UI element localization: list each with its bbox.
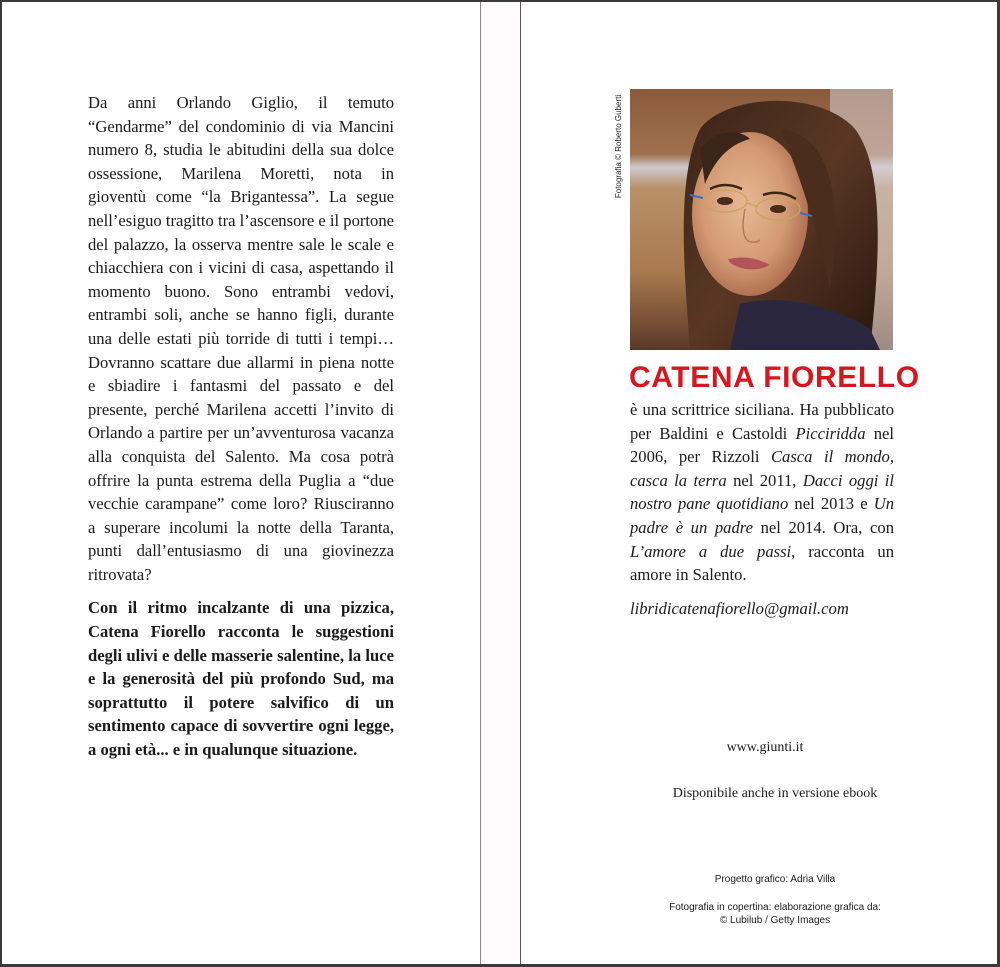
blurb-synopsis: Da anni Orlando Giglio, il temuto “Gendarme” del condominio di via Mancini numero 8, studia le abitudini della sua dolce ossessione, Marilena Moretti, nota in gioventù come “la Brigantessa”. La segue nell’esiguo tragitto tra l’ascensore e il portone del palazzo, la osserva mentre sale le scale e chiacchiera con i vicini di casa, aspettando il momento buono. Sono entrambi vedovi, entrambi soli, anche se hanno figli, durante una delle estati più torride di tutti i tempi… Dovranno scattare due allarmi in piena notte e sbiadire i fantasmi del passato e del presente, perché Marilena accetti l’invito di Orlando a partire per un’avventurosa vacanza alla conquista del Salento. Ma cosa potrà offrire la punta estrema della Puglia a “due vecchie carampane” come loro? Riusciranno a superare incolumi la notte della Taranta, punti dall’entusiasmo di una giovinezza ritrovata? bbox=[88, 93, 394, 584]
bio-text: nel 2014. Ora, con bbox=[752, 517, 894, 537]
publisher-website: www.giunti.it bbox=[726, 740, 804, 755]
book-title: Casca il mondo, casca la terra bbox=[630, 447, 894, 490]
photo-credit-text: Fotografia © Roberto Guberti bbox=[614, 94, 624, 199]
bio-text: è una scrittrice siciliana. Ha pubblicato per Baldini e Castoldi bbox=[630, 400, 894, 443]
author-bio bbox=[630, 398, 894, 587]
bio-text: nel 2011, bbox=[726, 470, 803, 490]
book-title: Dacci oggi il nostro pane quotidiano bbox=[630, 470, 894, 514]
graphic-design-credit: Progetto grafico: Adria Villa bbox=[714, 874, 836, 885]
book-spine-fold bbox=[480, 2, 521, 964]
photo-credit bbox=[612, 89, 626, 204]
cover-credit-line-2: © Lubilub / Getty Images bbox=[719, 915, 831, 926]
author-name: CATENA FIORELLO bbox=[629, 361, 920, 394]
book-title: Picciridda bbox=[795, 423, 866, 443]
cover-credit-line-1: Fotografia in copertina: elaborazione grafica da: bbox=[669, 902, 881, 913]
portrait-illustration bbox=[630, 89, 893, 350]
bio-text: , racconta un amore in Salento. bbox=[630, 541, 894, 585]
author-photo bbox=[630, 89, 893, 350]
ebook-availability-note: Disponibile anche in versione ebook bbox=[672, 786, 878, 801]
book-title: Un padre è un padre bbox=[630, 494, 895, 537]
author-email: libridicatenafiorello@gmail.com bbox=[630, 599, 849, 618]
book-title: L’amore a due passi bbox=[630, 541, 792, 561]
bio-text: nel 2013 e bbox=[788, 494, 874, 514]
bio-text: nel 2006, per Rizzoli bbox=[630, 423, 894, 467]
left-flap-blurb bbox=[88, 91, 394, 762]
cover-photo-credit bbox=[630, 901, 920, 927]
blurb-highlight: Con il ritmo incalzante di una pizzica, Catena Fiorello racconta le suggestioni degli ulivi e delle masserie salentine, la luce e la generosità del più profondo Sud, ma soprattutto il potere salvifico di un sentimento capace di sovvertire ogni legge, a ogni età... e in qualunque situazione. bbox=[88, 598, 394, 760]
